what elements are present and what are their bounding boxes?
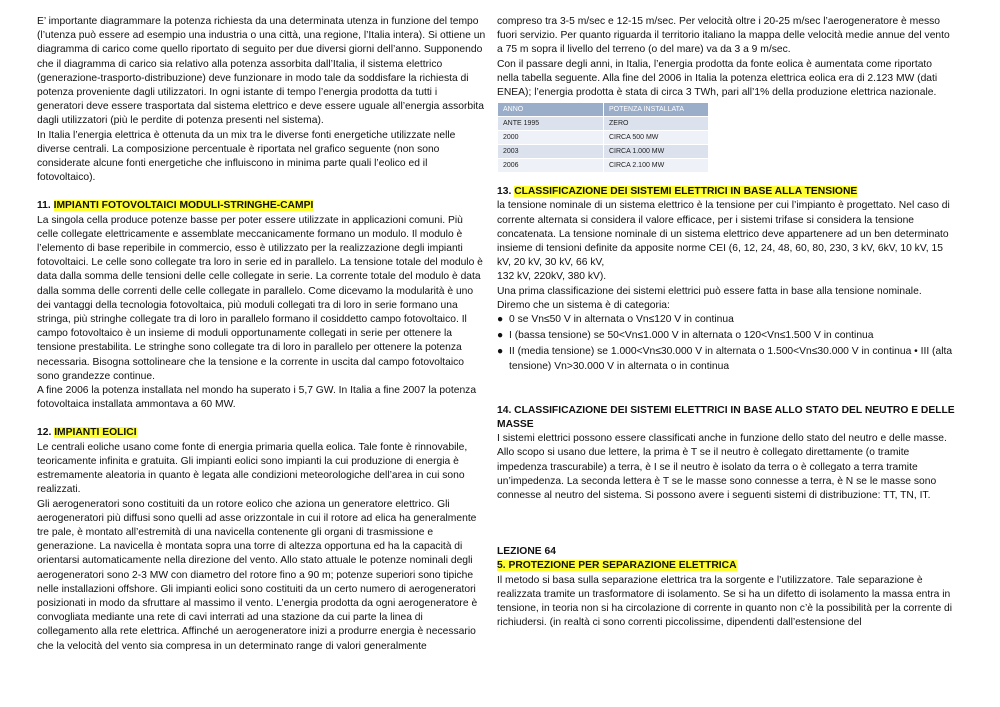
lesson-heading: LEZIONE 64 [497,546,556,558]
bullet-icon: ● [497,346,504,358]
table-row [498,131,709,145]
bullet-icon: ● [497,314,504,326]
section-11-paragraph-2: A fine 2006 la potenza installata nel mondo ha superato i 5,7 GW. In Italia a fine 2007 la potenza fotovoltaica installata ammontava a 60 MW. [37,385,477,411]
table-cell-power: CIRCA 2.100 MW [604,159,709,173]
section-11-number: 11. [37,200,54,212]
wind-growth-paragraph: Con il passare degli anni, in Italia, l’energia prodotta da fonte eolica è aumentata come riportato nella tabella seguente. Alla fine del 2006 in Italia la potenza elettrica eolica era di 2.123 MW (dati ENEA); l’energia prodotta è stata di circa 3 TWh, pari all’1% della produzione elettrica nazionale. [497,58,938,99]
section-14-heading: 14. CLASSIFICAZIONE DEI SISTEMI ELETTRICI IN BASE ALLO STATO DEL NEUTRO E DELLE MASSE [497,404,955,431]
table-header-row [498,103,709,117]
table-row [498,117,709,131]
section-11-heading [37,199,486,213]
table-cell-year: 2006 [498,159,604,173]
wind-continuation-paragraph: compreso tra 3-5 m/sec e 12-15 m/sec. Per velocità oltre i 20-25 m/sec l’aerogeneratore è messo fuori servizio. Per quanto riguarda il territorio italiano la mappa delle velocità medie annue del vento a 75 m sopra il livello del terreno (o del mare) va da 3 a 9 m/sec. [497,16,950,56]
intro-paragraph-2: In Italia l’energia elettrica è ottenuta da un mix tra le diverse fonti energetiche utilizzate nelle diverse centrali. La composizione percentuale è riportata nel grafico seguente (non sono considerate alcune fonti energetiche che influiscono in minima parte quali l’eolico ed il fotovoltaico). [37,129,456,184]
section-11-paragraph-1: La singola cella produce potenze basse per poter essere utilizzate in applicazioni comuni. Più celle collegate elettricamente e assemblate meccanicamente formano un modulo. Il modulo è l’elemento di base reperibile in commercio, esso è utilizzato per la realizzazione degli impianti fotovoltaici. Le celle sono collegate tra loro in serie ed in parallelo. La tensione totale del modulo è data dalla somma delle tensioni delle celle collegate in serie. La corrente totale del modulo è data dalla somma delle correnti delle celle collegate in parallelo. Come dicevamo la modularità è uno dei vantaggi della tecnologia fotovoltaica, più moduli collegati tra di loro in serie formano una stringa, più stringhe collegate tra di loro in parallelo formano il cosiddetto campo fotovoltaico. Il campo fotovoltaico è un insieme di moduli opportunamente collegati in serie per ottenere la tensione prestabilita. Le stringhe sono collegate tra di loro in parallelo per ottenere la potenza necessaria. Bisogna sottolineare che la tensione e la corrente in uscita dal campo fotovoltaico sono grandezze continue. [37,214,483,382]
table-cell-year: 2000 [498,131,604,145]
section-12-paragraph-2: Gli aerogeneratori sono costituiti da un rotore eolico che aziona un generatore elettrico. Gli aerogeneratori più diffusi sono quelli ad asse orizzontale in cui il rotore ad elica ha generalmente tre pale, è montato all’estremità di una navicella contenente gli organi di trasmissione e generazione. La navicella è montata sopra una torre di altezza opportuna ed ha la capacità di orientarsi automaticamente nella direzione del vento. Allo stato attuale le potenze nominali degli aerogeneratori sono 2-3 MW con diametro del rotore fino a 90 m; potenze superiori sono tipiche nelle installazioni offshore. Gli impianti eolici sono costituiti da un certo numero di aerogeneratori posizionati in modo da sfruttare al massimo il vento. L’energia prodotta da ogni aerogeneratore è convogliata mediante una rete di cavi interrati ad una stazione da cui parte la linea di collegamento alla rete elettrica. Affinché un aerogeneratore inizi a produrre energia è necessario che la velocità del vento sia compresa in un determinato range di valori generalmente [37,498,478,652]
section-13-paragraph-3: Una prima classificazione dei sistemi elettrici può essere fatta in base alla tensione nominale. Diremo che un sistema è di categoria: [497,285,922,311]
table-cell-power: ZERO [604,117,709,131]
voltage-category-list [497,313,956,374]
left-column [37,15,486,654]
section-11-title: IMPIANTI FOTOVOLTAICI MODULI-STRINGHE-CAMPI [53,200,314,212]
section-12-paragraph-1: Le centrali eoliche usano come fonte di energia primaria quella eolica. Tale fonte è rinnovabile, teoricamente infinita e gratuita. Gli impianti eolici sono impianti la cui produzione di energia è estremamente aleatoria in quanto è legata alle condizioni meteorologiche dell’area in cui sono realizzati. [37,441,468,496]
right-column [497,15,956,631]
table-row [498,159,709,173]
table-header-year: ANNO [498,103,604,117]
table-cell-power: CIRCA 500 MW [604,131,709,145]
list-item: ● 0 se Vn≤50 V in alternata o Vn≤120 V in continua [497,313,956,327]
table-cell-power: CIRCA 1.000 MW [604,145,709,159]
table-cell-year: ANTE 1995 [498,117,604,131]
section-12-number: 12. [37,427,55,439]
list-item: ● II (media tensione) se 1.000<Vn≤30.000 V in alternata o 1.500<Vn≤30.000 V in continua • III (alta tensione) Vn>30.000 V in alternata o in continua [497,346,953,372]
section-13-paragraph-1: la tensione nominale di un sistema elettrico è la tensione per cui l’impianto è progettato. Nel caso di corrente alternata si considera il valore efficace, per i sistemi trifase si considera la tensione concatenata. La tensione nominale di un sistema elettrico deve appartenere ad un ben determinato insieme di tensioni definite da apposite norme CEI (6, 12, 24, 48, 60, 80, 230, 3 kV, 6kV, 10 kV, 15 kV, 20 kV, 30 kV, 66 kV, [497,200,950,269]
section-12-title: IMPIANTI EOLICI [54,427,137,439]
table-row [498,145,709,159]
section-12-heading [37,426,486,440]
section-5-heading [497,559,956,573]
table-cell-year: 2003 [498,145,604,159]
section-14-paragraph: I sistemi elettrici possono essere classificati anche in funzione dello stato del neutro e delle masse. Allo scopo si usano due lettere, la prima è T se il neutro è collegato direttamente (o tramite impedenza trascurabile) a terra, è I se il neutro è isolato da terra o è collegato a terra tramite un’impedenza. La seconda lettera è T se le masse sono connesse a terra, è N se le masse sono connesse al neutro del sistema. Si possono avere i seguenti sistemi di distribuzione: TT, TN, IT. [497,433,947,502]
section-13-number: 13. [497,186,515,198]
section-13-title: CLASSIFICAZIONE DEI SISTEMI ELETTRICI IN BASE ALLA TENSIONE [514,186,858,198]
section-13-paragraph-2: 132 kV, 220kV, 380 kV). [497,271,607,283]
wind-power-table [497,102,709,173]
section-13-heading [497,185,956,199]
section-5-paragraph: Il metodo si basa sulla separazione elettrica tra la sorgente e l’utilizzatore. Tale separazione è realizzata tramite un trasformatore di isolamento. Se si ha un difetto di isolamento la massa entra in tensione, in teoria non si ha circolazione di corrente in quanto non c’è la possibilità per la corrente di richiudersi. (in realtà ci sono correnti piccolissime, dipendenti dall’estensione del [497,574,953,629]
table-header-power: POTENZA INSTALLATA [604,103,709,117]
section-5-title: 5. PROTEZIONE PER SEPARAZIONE ELETTRICA [497,560,737,572]
intro-paragraph-1: E’ importante diagrammare la potenza richiesta da una determinata utenza in funzione del tempo (l’utenza può essere ad esempio una industria o una città, una regione, l’Italia intera). Si ottiene un diagramma di carico come quello riportato di seguito per due diversi giorni dell’anno. Supponendo che il diagramma di carico sia relativo alla potenza assorbita dall’Italia, il sistema elettrico (generazione-trasporto-distribuzione) deve funzionare in modo tale da soddisfare la richiesta di potenza proveniente dagli utilizzatori. In ogni istante di tempo l’energia prodotta da tutti i generatori deve essere trasportata dal sistema elettrico e deve essere uguale all’energia assorbita dagli utilizzatori (più le perdite di potenza presenti nel sistema). [37,16,486,127]
bullet-icon: ● [497,330,504,342]
list-item: ● I (bassa tensione) se 50<Vn≤1.000 V in alternata o 120<Vn≤1.500 V in continua [497,329,956,343]
